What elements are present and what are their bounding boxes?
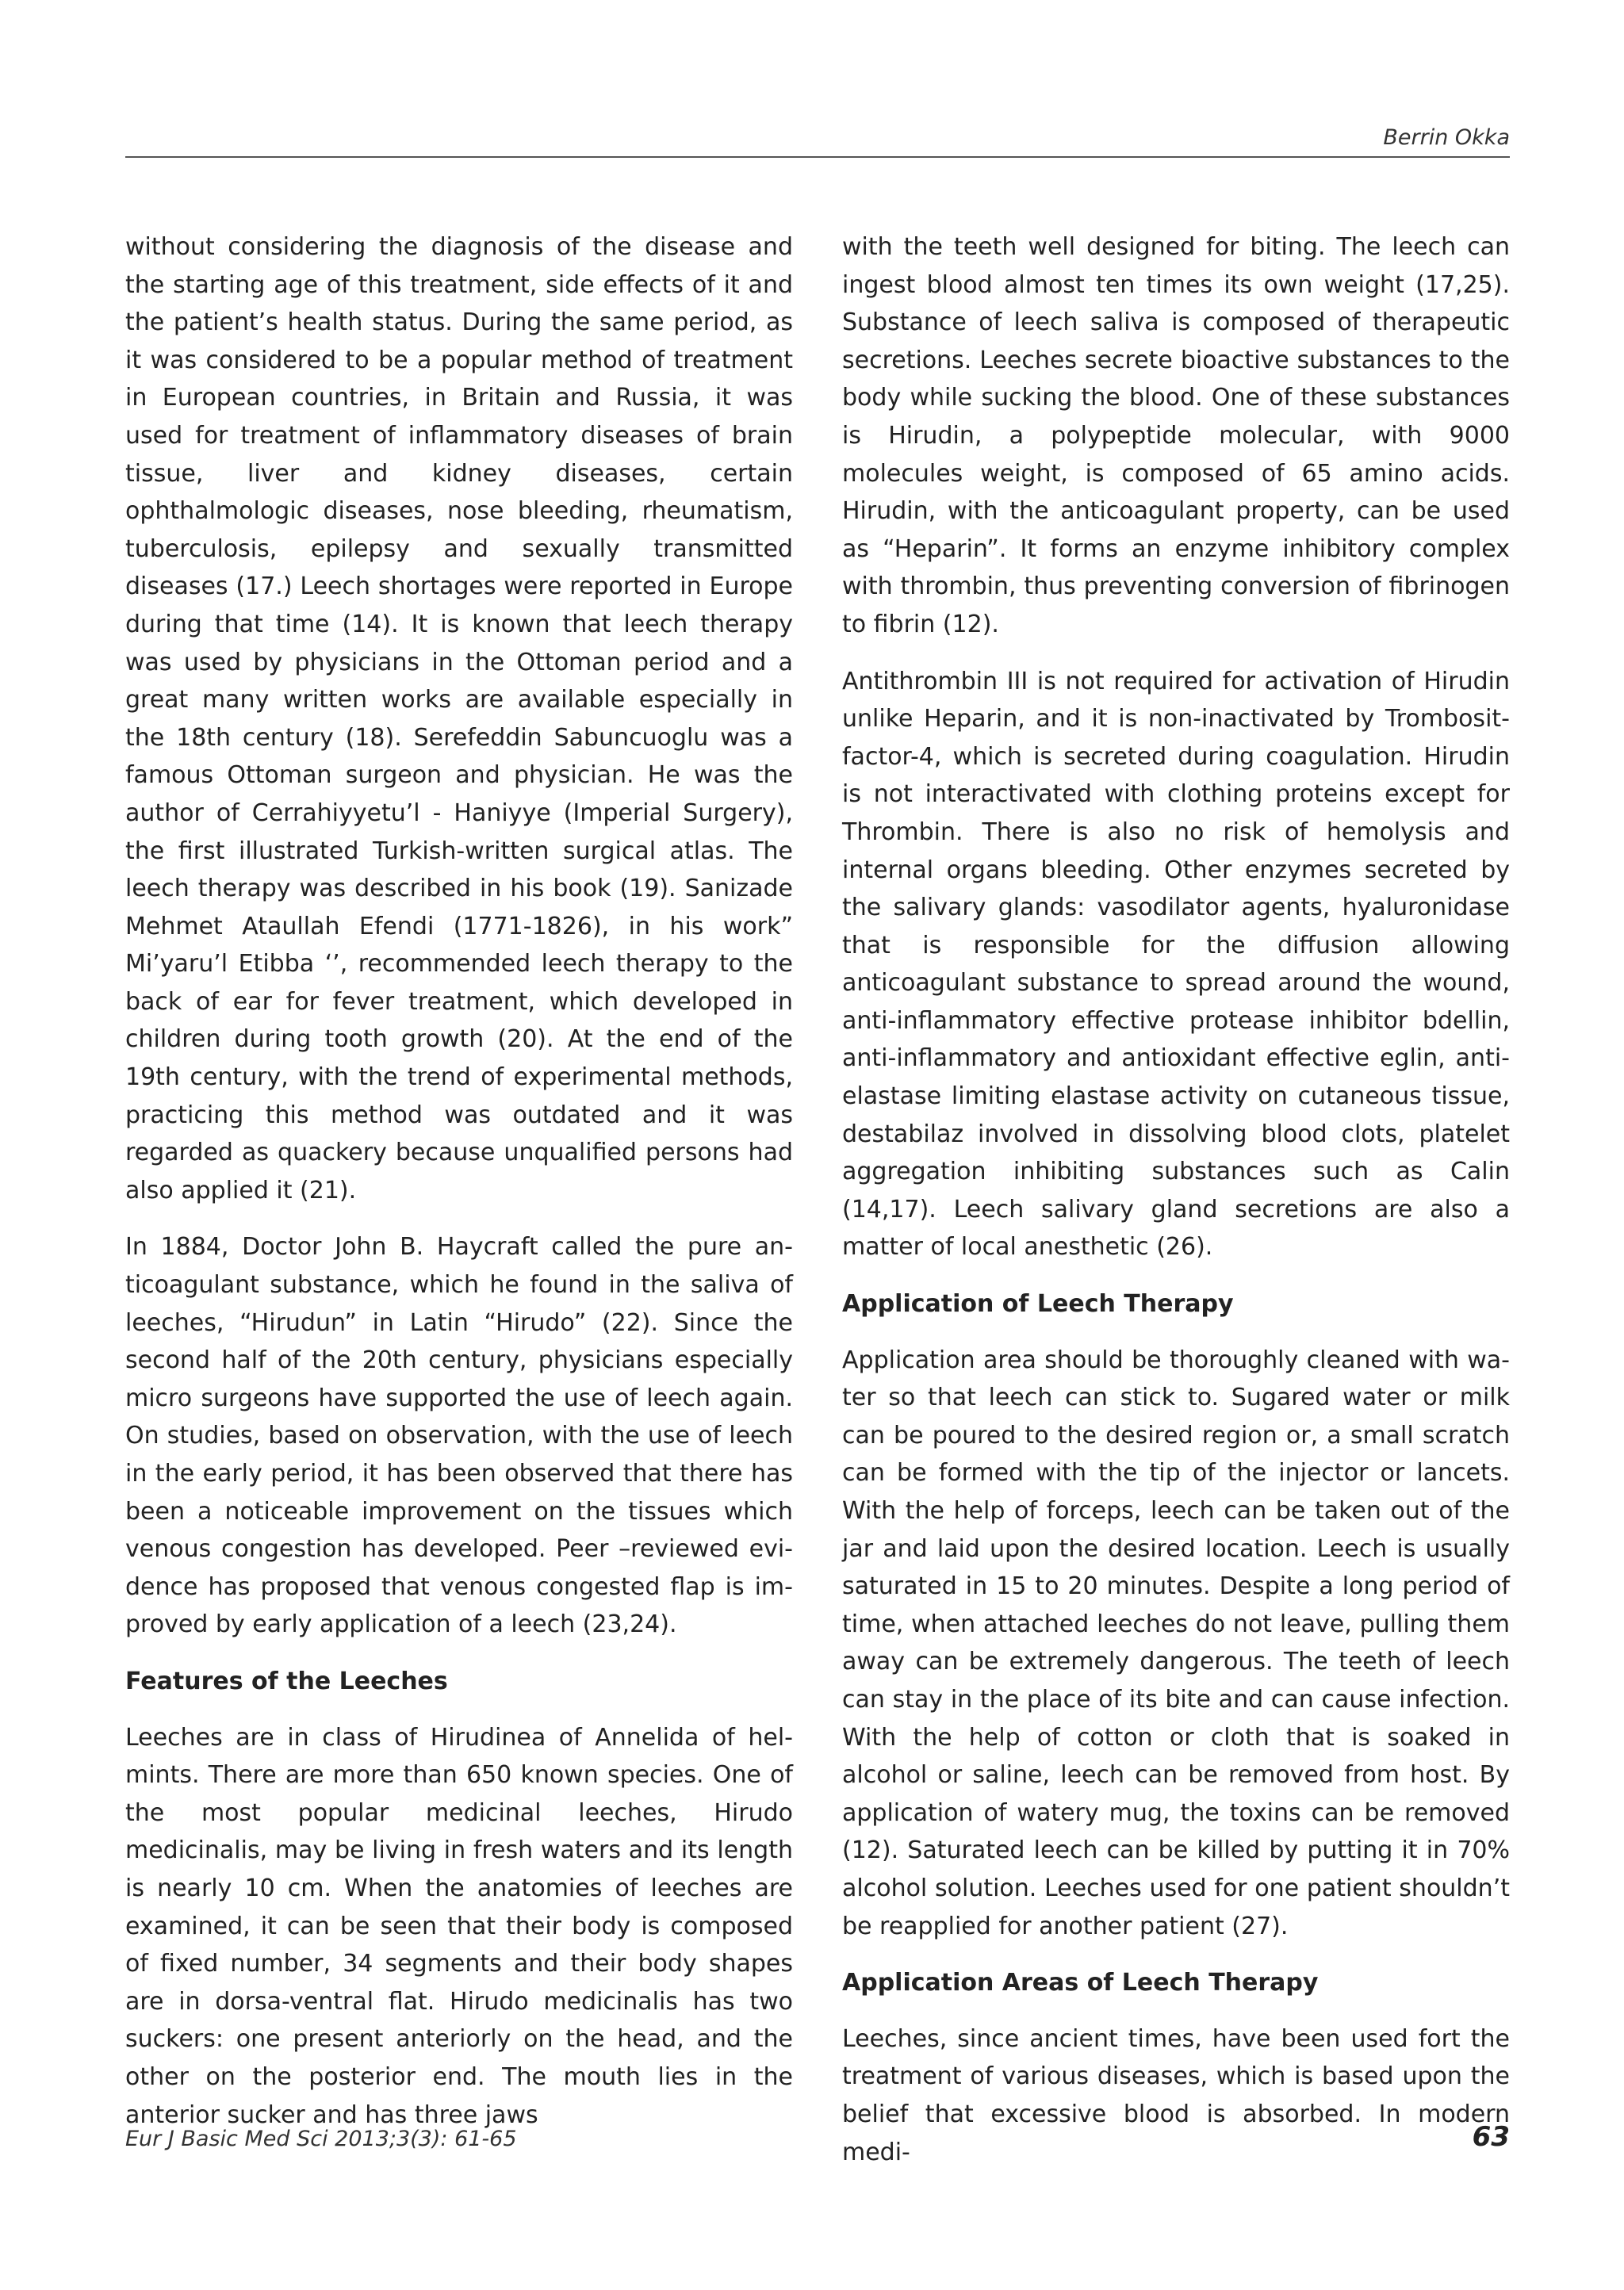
left-paragraph-2: In 1884, Doctor John B. Haycraft called the pure anticoagulant substance, which he found in the saliva of leeches, “Hirudun” in Latin “Hirudo” (22). Since the second half of the 20th century, physicians especially micro surgeons have supported the use of leech again. On studies, based on observation, with the use of leech in the early period, it has been observed that there has been a noticeable improvement on the tissues which venous congestion has developed. Peer –reviewed evidence has proposed that venous congested flap is improved by early application of a leech (23,24). [125, 1233, 793, 1639]
left-paragraph-3: Leeches are in class of Hirudinea of Annelida of helmints. There are more than 650 known species. One of the most popular medicinal leeches, Hirudo medicinalis, may be living in fresh waters and its length is nearly 10 cm. When the anatomies of leeches are examined, it can be seen that their body is composed of fixed number, 34 segments and their body shapes are in dorsa-ventral flat. Hirudo medicinalis has two suckers: one present anteriorly on the head, and the other on the posterior end. The mouth lies in the anterior sucker and has three jaws [125, 1723, 793, 2129]
right-paragraph-2: Antithrombin III is not required for activation of Hirudin unlike Heparin, and it is non-inactivated by Trombositfactor-4, which is secreted during coagulation. Hirudin is not interactivated with clothing proteins except for Thrombin. There is also no risk of hemolysis and internal organs bleeding. Other enzymes secreted by the salivary glands: vasodilator agents, hyaluronidase that is responsible for the diffusion allowing anticoagulant substance to spread around the wound, anti-inflammatory effective protease inhibitor bdellin, anti-inflammatory and antioxidant effective eglin, anti-elastase limiting elastase activity on cutaneous tissue, destabilaz involved in dissolving blood clots, platelet aggregation inhibiting substances such as Calin (14,17). Leech salivary gland secretions are also a matter of local anesthetic (26). [842, 667, 1510, 1262]
left-paragraph-1: without considering the diagnosis of the disease and the starting age of this treatment, side effects of it and the patient’s health status. During the same period, as it was considered to be a popular method of treatment in European countries, in Britain and Russia, it was used for treatment of inflammatory diseases of brain tissue, liver and kidney diseases, certain ophthalmologic diseases, nose bleeding, rheumatism, tuberculosis, epilepsy and sexually transmitted diseases (17.) Leech shortages were reported in Europe during that time (14). It is known that leech therapy was used by physicians in the Ottoman period and a great many written works are available especially in the 18th century (18). Serefeddin Sabuncuoglu was a famous Ottoman surgeon and physician. He was the author of Cerrahiyyetu’l - Haniyye (Imperial Surgery), the first illustrated Turkish-written surgical atlas. The leech therapy was described in his book (19). Sanizade Mehmet Ataullah Efendi (1771-1826), in his work” Mi’yaru’l Etibba ‘’, recommended leech therapy to the back of ear for fever treatment, which developed in children during tooth growth (20). At the end of the 19th century, with the trend of experimental methods, practicing this method was outdated and it was regarded as quackery because unqualified persons had also applied it (21). [125, 233, 793, 1204]
footer-page-number: 63 [1472, 2121, 1510, 2153]
right-paragraph-4: Leeches, since ancient times, have been used fort the treatment of various diseases, which is based upon the belief that excessive blood is absorbed. In modern medi- [842, 2024, 1510, 2166]
section-heading-application: Application of Leech Therapy [842, 1290, 1234, 1319]
right-paragraph-3: Application area should be thoroughly cleaned with water so that leech can stick to. Sugared water or milk can be poured to the desired region or, a small scratch can be formed with the tip of the injector or lancets. With the help of forceps, leech can be taken out of the jar and laid upon the desired location. Leech is usually saturated in 15 to 20 minutes. Despite a long period of time, when attached leeches do not leave, pulling them away can be extremely dangerous. The teeth of leech can stay in the place of its bite and can cause infection. With the help of cotton or cloth that is soaked in alcohol or saline, leech can be removed from host. By application of watery mug, the toxins can be removed (12). Saturated leech can be killed by putting it in 70% alcohol solution. Leeches used for one patient shouldn’t be reapplied for another patient (27). [842, 1346, 1510, 1940]
left-column [125, 228, 793, 2153]
section-heading-features: Features of the Leeches [125, 1667, 448, 1695]
header-rule [125, 156, 1510, 158]
right-paragraph-1: with the teeth well designed for biting. The leech can ingest blood almost ten times its own weight (17,25). Substance of leech saliva is composed of therapeutic secretions. Leeches secrete bioactive substances to the body while sucking the blood. One of these substances is Hirudin, a polypeptide molecular, with 9000 molecules weight, is composed of 65 amino acids. Hirudin, with the anticoagulant property, can be used as “Heparin”. It forms an enzyme inhibitory complex with thrombin, thus preventing conversion of fibrinogen to fibrin (12). [842, 233, 1510, 638]
running-head-author: Berrin Okka [1383, 125, 1510, 150]
footer-journal-citation: Eur J Basic Med Sci 2013;3(3): 61-65 [125, 2127, 517, 2151]
right-column [842, 228, 1510, 2190]
section-heading-application-areas: Application Areas of Leech Therapy [842, 1969, 1319, 1997]
